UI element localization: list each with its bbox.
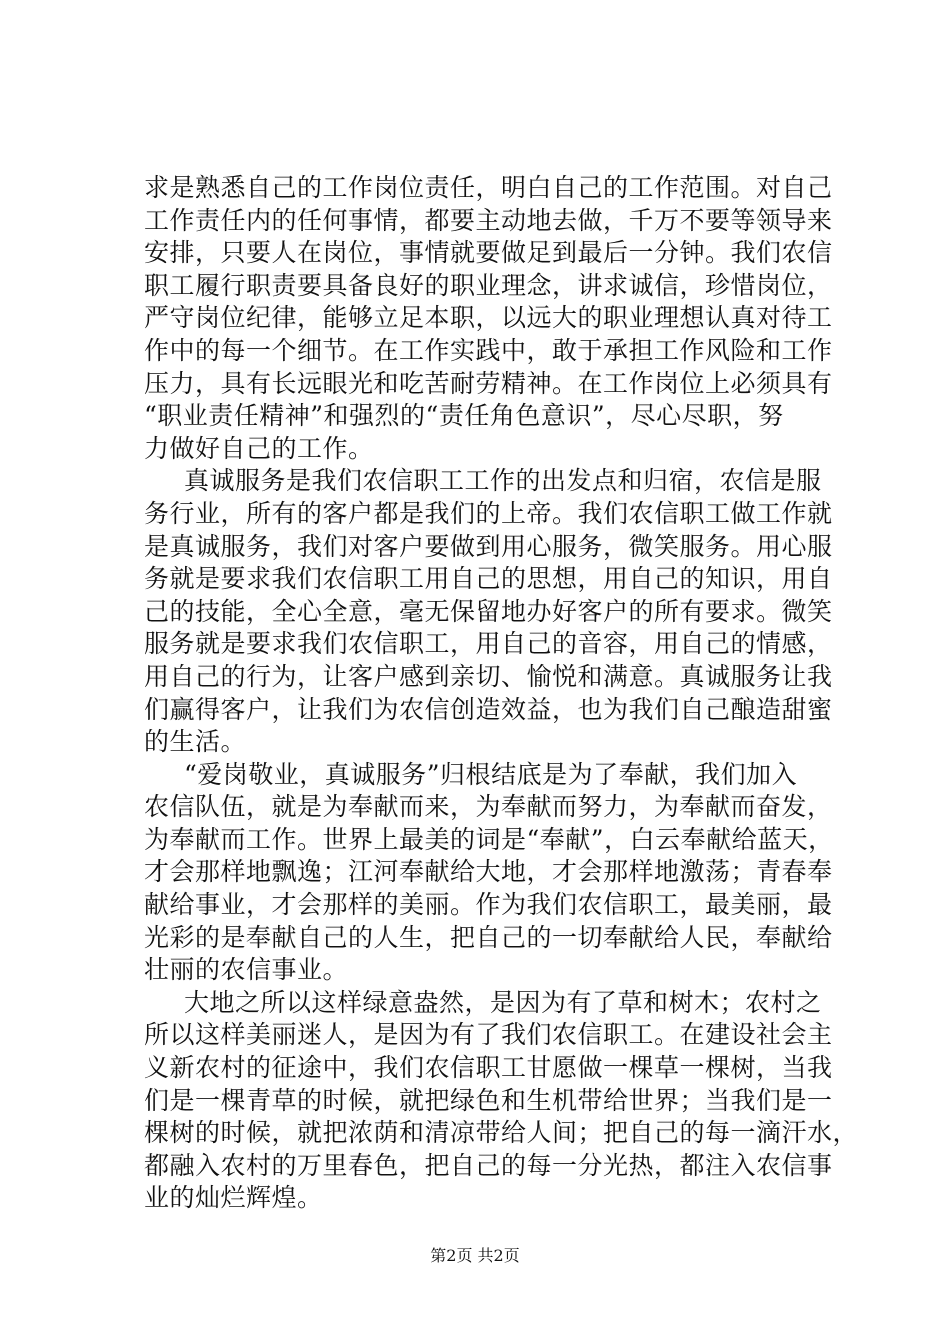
text-line: 农信队伍，就是为奉献而来，为奉献而努力，为奉献而奋发，: [144, 792, 833, 822]
text-line: 棵树的时候，就把浓荫和清凉带给人间；把自己的每一滴汗水，: [144, 1118, 859, 1148]
body-text: [144, 172, 859, 1215]
text-line: 安排，只要人在岗位，事情就要做足到最后一分钟。我们农信: [144, 238, 833, 268]
text-line: 壮丽的农信事业。: [144, 955, 349, 985]
text-line: 为奉献而工作。世界上最美的词是“奉献”，白云奉献给蓝天，: [144, 824, 834, 854]
text-line: 献给事业，才会那样的美丽。作为我们农信职工，最美丽，最: [144, 890, 833, 920]
text-line: 们赢得客户，让我们为农信创造效益，也为我们自己酿造甜蜜: [144, 694, 833, 724]
paragraph: [144, 172, 834, 465]
text-line: 都融入农村的万里春色，把自己的每一分光热，都注入农信事: [144, 1150, 833, 1180]
page-footer: 第2页 共2页: [430, 1246, 520, 1265]
text-line: 压力，具有长远眼光和吃苦耐劳精神。在工作岗位上必须具有: [144, 368, 833, 398]
text-line: 大地之所以这样绿意盎然，是因为有了草和树木；农村之: [184, 987, 822, 1017]
text-line: 服务就是要求我们农信职工，用自己的音容，用自己的情感，: [144, 629, 833, 659]
text-line: 才会那样地飘逸；江河奉献给大地，才会那样地激荡；青春奉: [144, 857, 833, 887]
text-line: 所以这样美丽迷人，是因为有了我们农信职工。在建设社会主: [144, 1020, 833, 1050]
text-line: 作中的每一个细节。在工作实践中，敢于承担工作风险和工作: [144, 335, 833, 365]
text-line: “爱岗敬业，真诚服务”归根结底是为了奉献，我们加入: [184, 759, 798, 789]
text-line: 求是熟悉自己的工作岗位责任，明白自己的工作范围。对自己: [144, 173, 833, 202]
text-line: 力做好自己的工作。: [144, 433, 374, 463]
text-line: 们是一棵青草的时候，就把绿色和生机带给世界；当我们是一: [144, 1085, 833, 1115]
text-line: 工作责任内的任何事情，都要主动地去做，千万不要等领导来: [144, 205, 833, 235]
text-line: 义新农村的征途中，我们农信职工甘愿做一棵草一棵树，当我: [144, 1053, 833, 1083]
text-line: 真诚服务是我们农信职工工作的出发点和归宿，农信是服: [184, 466, 822, 496]
text-line: 业的灿烂辉煌。: [144, 1183, 323, 1213]
text-line: 光彩的是奉献自己的人生，把自己的一切奉献给人民，奉献给: [144, 922, 833, 952]
text-line: 己的技能，全心全意，毫无保留地办好客户的所有要求。微笑: [144, 596, 833, 626]
text-line: 的生活。: [144, 727, 247, 757]
text-line: 严守岗位纪律，能够立足本职，以远大的职业理想认真对待工: [144, 303, 833, 333]
text-line: 是真诚服务，我们对客户要做到用心服务，微笑服务。用心服: [144, 531, 833, 561]
text-line: 职工履行职责要具备良好的职业理念，讲求诚信，珍惜岗位，: [144, 270, 833, 300]
text-line: 务就是要求我们农信职工用自己的思想，用自己的知识，用自: [144, 564, 833, 594]
paragraph: [144, 759, 834, 987]
text-line: 用自己的行为，让客户感到亲切、愉悦和满意。真诚服务让我: [144, 661, 833, 691]
paragraph: [144, 987, 859, 1215]
paragraph: [144, 465, 834, 758]
text-line: “职业责任精神”和强烈的“责任角色意识”，尽心尽职，努: [144, 401, 784, 431]
text-line: 务行业，所有的客户都是我们的上帝。我们农信职工做工作就: [144, 498, 833, 528]
